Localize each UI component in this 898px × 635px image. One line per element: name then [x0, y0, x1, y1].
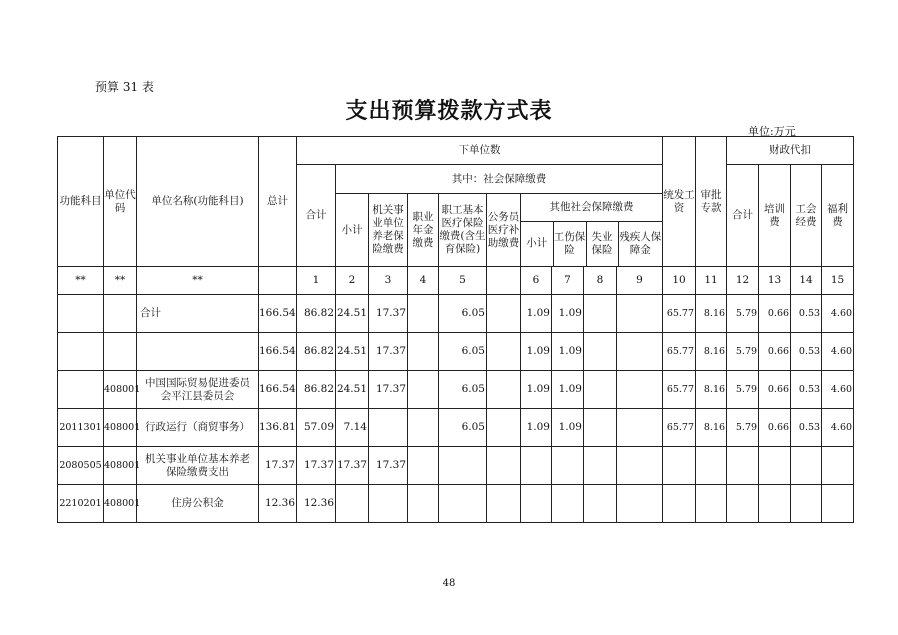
cell-special: 8.16	[696, 333, 727, 371]
cell-medical	[439, 447, 487, 485]
cell-unit-code: 408001	[104, 485, 137, 523]
cell-special: 8.16	[696, 409, 727, 447]
table-row	[58, 485, 854, 523]
cell-name: 合计	[137, 295, 259, 333]
col-unit-name: 单位名称(功能科目)	[137, 137, 259, 267]
cell-total: 166.54	[259, 371, 297, 409]
index-cell: 8	[584, 267, 617, 295]
cell-wage: 65.77	[663, 295, 696, 333]
cell-union: 0.53	[791, 409, 822, 447]
cell-pension	[369, 409, 408, 447]
cell-civil-med	[487, 295, 521, 333]
cell-special	[696, 447, 727, 485]
col-fiscal-total: 合计	[727, 165, 759, 267]
cell-welfare: 4.60	[822, 295, 854, 333]
cell-union	[791, 485, 822, 523]
cell-unemp	[584, 409, 617, 447]
cell-wage: 65.77	[663, 409, 696, 447]
cell-unemp	[584, 447, 617, 485]
cell-special: 8.16	[696, 295, 727, 333]
cell-wage	[663, 485, 696, 523]
cell-welfare: 4.60	[822, 371, 854, 409]
table-row	[58, 295, 854, 333]
cell-lower-total: 86.82	[297, 371, 336, 409]
index-cell: 15	[822, 267, 854, 295]
cell-name: 机关事业单位基本养老保险缴费支出	[137, 447, 259, 485]
col-social-subtotal: 小计	[336, 194, 369, 267]
cell-medical: 6.05	[439, 295, 487, 333]
cell-training	[759, 447, 791, 485]
cell-social-sub: 7.14	[336, 409, 369, 447]
cell-disab	[617, 409, 663, 447]
unit-label: 单位:万元	[748, 125, 796, 138]
cell-unit-code	[104, 295, 137, 333]
index-cell: 12	[727, 267, 759, 295]
page-number: 48	[442, 578, 456, 589]
cell-total: 17.37	[259, 447, 297, 485]
col-training: 培训费	[759, 165, 791, 267]
cell-welfare: 4.60	[822, 409, 854, 447]
cell-injury: 1.09	[552, 371, 584, 409]
index-cell: 10	[663, 267, 696, 295]
index-row	[58, 267, 854, 295]
col-disability: 残疾人保障金	[619, 230, 662, 256]
table-row	[58, 409, 854, 447]
cell-disab	[617, 447, 663, 485]
table-row	[58, 333, 854, 371]
cell-medical: 6.05	[439, 333, 487, 371]
cell-social-sub: 24.51	[336, 371, 369, 409]
col-lower-units: 下单位数	[297, 137, 663, 165]
cell-wage: 65.77	[663, 371, 696, 409]
cell-medical: 6.05	[439, 409, 487, 447]
cell-code: 2011301	[58, 409, 104, 447]
cell-fiscal-total: 5.79	[727, 371, 759, 409]
cell-civil-med	[487, 447, 521, 485]
cell-civil-med	[487, 333, 521, 371]
cell-unit-code: 408001	[104, 371, 137, 409]
cell-other-sub	[521, 485, 552, 523]
cell-fiscal-total	[727, 447, 759, 485]
cell-injury	[552, 485, 584, 523]
cell-medical: 6.05	[439, 371, 487, 409]
cell-training: 0.66	[759, 409, 791, 447]
col-union: 工会经费	[791, 165, 822, 267]
cell-disab	[617, 371, 663, 409]
cell-other-sub: 1.09	[521, 333, 552, 371]
index-cell: **	[58, 267, 104, 295]
cell-special	[696, 485, 727, 523]
col-civil-medical: 公务员医疗补助缴费	[487, 194, 521, 267]
col-unit-code: 单位代码	[104, 137, 137, 267]
cell-pension: 17.37	[369, 295, 408, 333]
cell-code: 2210201	[58, 485, 104, 523]
col-approval-special: 审批专款	[696, 137, 727, 267]
cell-annuity	[408, 447, 439, 485]
cell-name: 行政运行（商贸事务）	[137, 409, 259, 447]
cell-lower-total: 17.37	[297, 447, 336, 485]
cell-fiscal-total: 5.79	[727, 295, 759, 333]
cell-code	[58, 371, 104, 409]
index-cell: **	[137, 267, 259, 295]
cell-medical	[439, 485, 487, 523]
cell-civil-med	[487, 485, 521, 523]
cell-fiscal-total: 5.79	[727, 409, 759, 447]
cell-total: 166.54	[259, 295, 297, 333]
index-cell: 9	[617, 267, 663, 295]
index-cell: **	[104, 267, 137, 295]
cell-name: 住房公积金	[137, 485, 259, 523]
index-cell: 11	[696, 267, 727, 295]
cell-social-sub: 24.51	[336, 333, 369, 371]
col-of-which-social: 其中：社会保障缴费	[336, 165, 663, 194]
cell-training: 0.66	[759, 371, 791, 409]
col-unified-wage: 统发工资	[663, 137, 696, 267]
cell-special: 8.16	[696, 371, 727, 409]
cell-lower-total: 57.09	[297, 409, 336, 447]
col-injury: 工伤保险	[553, 221, 586, 266]
cell-annuity	[408, 333, 439, 371]
cell-civil-med	[487, 409, 521, 447]
cell-pension: 17.37	[369, 371, 408, 409]
index-cell: 3	[369, 267, 408, 295]
cell-name	[137, 333, 259, 371]
cell-unemp	[584, 371, 617, 409]
cell-unit-code	[104, 333, 137, 371]
cell-training: 0.66	[759, 333, 791, 371]
cell-social-sub: 17.37	[336, 447, 369, 485]
col-annuity: 职业年金缴费	[408, 194, 439, 267]
cell-injury: 1.09	[552, 333, 584, 371]
index-cell: 14	[791, 267, 822, 295]
index-cell	[259, 267, 297, 295]
cell-union: 0.53	[791, 371, 822, 409]
cell-welfare: 4.60	[822, 333, 854, 371]
index-cell: 4	[408, 267, 439, 295]
cell-lower-total: 86.82	[297, 333, 336, 371]
cell-wage: 65.77	[663, 333, 696, 371]
cell-union: 0.53	[791, 333, 822, 371]
cell-annuity	[408, 371, 439, 409]
table-row	[58, 371, 854, 409]
col-other-subtotal: 小计	[521, 221, 553, 266]
cell-injury: 1.09	[552, 295, 584, 333]
index-cell: 2	[336, 267, 369, 295]
index-cell: 7	[552, 267, 584, 295]
cell-injury: 1.09	[552, 409, 584, 447]
cell-unemp	[584, 485, 617, 523]
cell-injury	[552, 447, 584, 485]
cell-annuity	[408, 409, 439, 447]
cell-wage	[663, 447, 696, 485]
cell-unit-code: 408001	[104, 447, 137, 485]
cell-pension: 17.37	[369, 333, 408, 371]
cell-disab	[617, 295, 663, 333]
index-cell: 6	[521, 267, 552, 295]
cell-disab	[617, 485, 663, 523]
cell-total: 136.81	[259, 409, 297, 447]
cell-welfare	[822, 447, 854, 485]
cell-fiscal-total: 5.79	[727, 333, 759, 371]
cell-training	[759, 485, 791, 523]
form-number: 预算 31 表	[95, 80, 154, 94]
cell-annuity	[408, 295, 439, 333]
cell-total: 12.36	[259, 485, 297, 523]
cell-total: 166.54	[259, 333, 297, 371]
cell-code	[58, 295, 104, 333]
cell-other-sub	[521, 447, 552, 485]
col-pension-org: 机关事业单位养老保险缴费	[369, 194, 408, 267]
col-other-social: 其他社会保障缴费	[521, 194, 662, 221]
cell-code	[58, 333, 104, 371]
cell-disab	[617, 333, 663, 371]
index-cell	[487, 267, 521, 295]
cell-social-sub: 24.51	[336, 295, 369, 333]
col-unemployment: 失业保险	[586, 221, 618, 266]
cell-other-sub: 1.09	[521, 371, 552, 409]
cell-unit-code: 408001	[104, 409, 137, 447]
index-cell: 1	[297, 267, 336, 295]
cell-other-sub: 1.09	[521, 295, 552, 333]
cell-civil-med	[487, 371, 521, 409]
col-medical: 职工基本医疗保险缴费(含生育保险)	[439, 194, 487, 267]
cell-code: 2080505	[58, 447, 104, 485]
index-cell: 5	[439, 267, 487, 295]
col-func-subject: 功能科目	[58, 137, 104, 267]
cell-fiscal-total	[727, 485, 759, 523]
cell-other-sub: 1.09	[521, 409, 552, 447]
cell-unemp	[584, 333, 617, 371]
col-total: 总计	[259, 137, 297, 267]
cell-unemp	[584, 295, 617, 333]
col-welfare: 福利费	[822, 165, 854, 267]
table-row	[58, 447, 854, 485]
cell-union	[791, 447, 822, 485]
budget-table	[57, 136, 854, 523]
cell-training: 0.66	[759, 295, 791, 333]
cell-pension: 17.37	[369, 447, 408, 485]
cell-lower-total: 12.36	[297, 485, 336, 523]
cell-pension	[369, 485, 408, 523]
cell-welfare	[822, 485, 854, 523]
cell-name: 中国国际贸易促进委员会平江县委员会	[137, 371, 259, 409]
col-fiscal-deduct: 财政代扣	[727, 137, 854, 165]
cell-lower-total: 86.82	[297, 295, 336, 333]
page-title: 支出预算拨款方式表	[345, 98, 553, 124]
cell-social-sub	[336, 485, 369, 523]
col-lower-total: 合计	[297, 165, 336, 267]
cell-union: 0.53	[791, 295, 822, 333]
cell-annuity	[408, 485, 439, 523]
index-cell: 13	[759, 267, 791, 295]
